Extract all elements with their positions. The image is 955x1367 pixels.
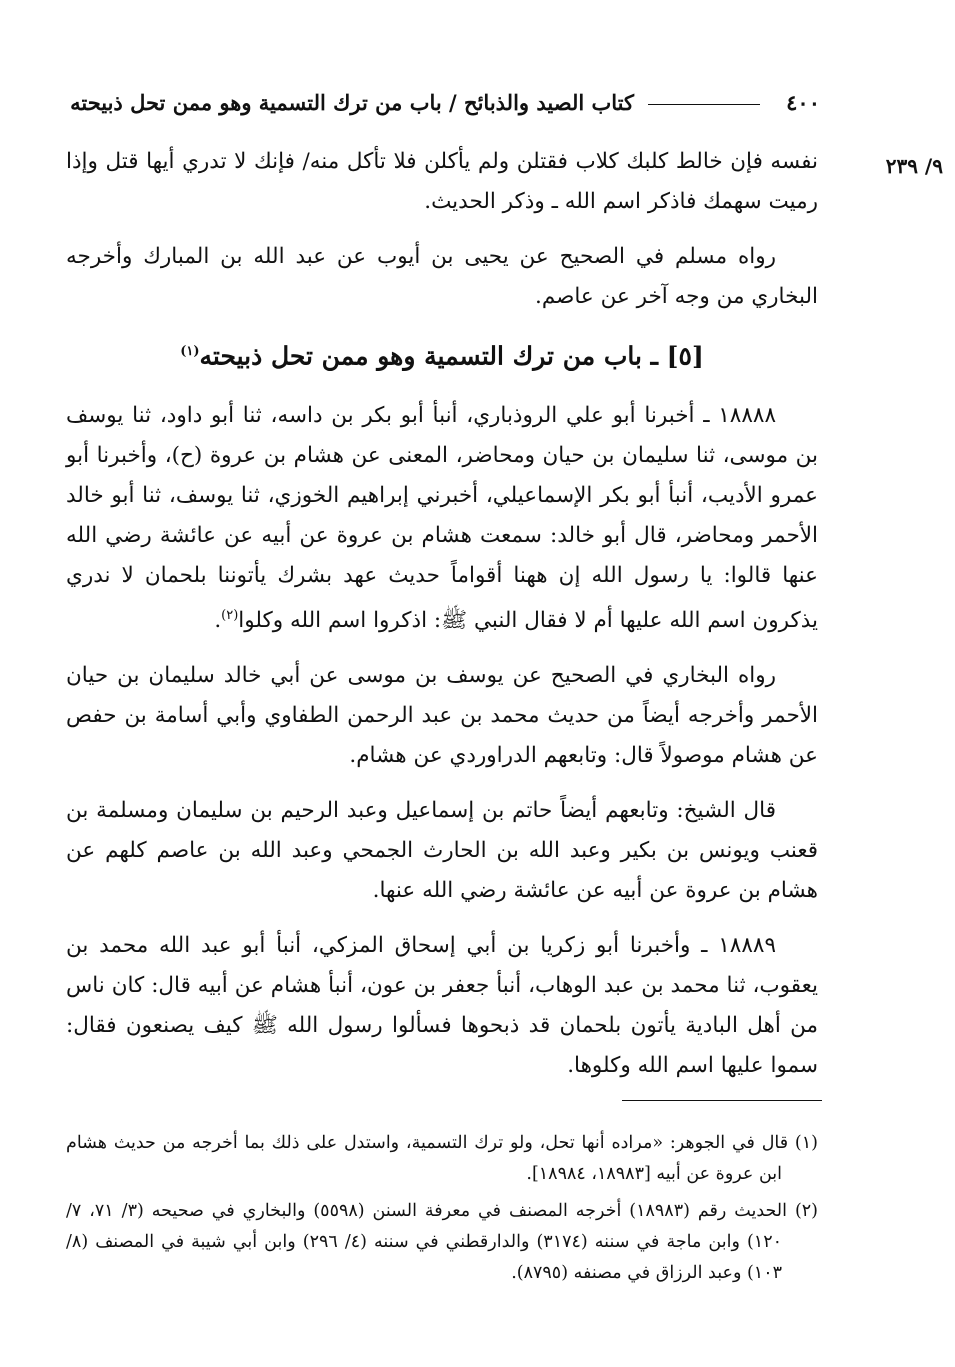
paragraph: رواه مسلم في الصحيح عن يحيى بن أيوب عن عبد الله بن المبارك وأخرجه البخاري من وجه آخر عن عاصم.	[66, 244, 818, 309]
margin-reference: ٩/ ٢٣٩	[885, 154, 943, 178]
header-dash-rule	[648, 104, 760, 105]
hadith-paragraph: ١٨٨٨٩ ـ وأخبرنا أبو زكريا بن أبي إسحاق المزكي، أنبأ أبو عبد الله محمد بن يعقوب، ثنا محمد بن عبد الوهاب، أنبأ جعفر بن عون، أنبأ هشام عن أبيه قال: كان ناس من أهل البادية يأتون بلحمان قد ذبحوها فسألوا رسول الله ﷺ كيف يصنعون فقال: سموا عليها اسم الله وكلوها.	[66, 933, 818, 1079]
paragraph: نفسه فإن خالط كلبك كلاب فقتلن ولم يأكلن فلا تأكل منه/ فإنك لا تدري أيها قتل وإذا رميت سهمك فاذكر اسم الله ـ وذكر الحديث.	[66, 149, 818, 214]
footnote: (١) قال في الجوهر: «مراده أنها تحل، ولو ترك التسمية، واستدل على ذلك بما أخرجه من حديث هشام ابن عروة عن أبيه [١٨٩٨٣، ١٨٩٨٤].	[66, 1133, 818, 1184]
paragraph: قال الشيخ: وتابعهم أيضاً حاتم بن إسماعيل وعبد الرحيم بن سليمان ومسلمة بن قعنب ويونس بن بكير وعبد الله بن الحارث الجمحي وعبد الله بن عاصم كلهم عن هشام بن عروة عن أبيه عن عائشة رضي الله عنها.	[66, 798, 818, 904]
footnote-marker: (١)	[180, 344, 200, 359]
running-title: كتاب الصيد والذبائح / باب من ترك التسمية وهو ممن تحل ذبيحته	[70, 90, 634, 115]
page-number: ٤٠٠	[786, 90, 820, 115]
hadith-end: .	[214, 608, 222, 634]
footnote: (٢) الحديث رقم (١٨٩٨٣) أخرجه المصنف في معرفة السنن (٥٥٩٨) والبخاري في صحيحه (٣/ ٧١، ٧/ ١٢٠) وابن ماجة في سننه (٣١٧٤) والدارقطني في سننه (٤/ ٢٩٦) وابن أبي شيبة في المصنف (٨/ ١٠٣) وعبد الرزاق في مصنفه (٨٧٩٥).	[66, 1201, 818, 1283]
paragraph: رواه البخاري في الصحيح عن يوسف بن موسى عن أبي خالد سليمان بن حيان الأحمر وأخرجه أيضاً من حديث محمد بن عبد الرحمن الطفاوي وأبي أسامة بن حفص عن هشام موصولاً قال: وتابعهم الدراوردي عن هشام.	[66, 663, 818, 769]
hadith-text: ١٨٨٨٨ ـ أخبرنا أبو علي الروذباري، أنبأ أبو بكر بن داسه، ثنا أبو داود، ثنا يوسف بن موسى، ثنا سليمان بن حيان ومحاضر، المعنى عن هشام بن عروة (ح)، وأخبرنا أبو عمرو الأديب، أنبأ أبو بكر الإسماعيلي، أخبرني إبراهيم الخوزي، ثنا يوسف، ثنا أبو خالد الأحمر ومحاضر، قال أبو خالد: سمعت هشام بن عروة عن أبيه عن عائشة رضي الله عنها قالوا: يا رسول الله إن ههنا أقواماً حديث عهد بشرك يأتوننا بلحمان لا ندري يذكرون اسم الله عليها أم لا فقال النبي ﷺ: اذكروا اسم الله وكلوا	[66, 403, 818, 634]
footnotes	[66, 1128, 818, 1295]
section-heading	[66, 332, 818, 376]
main-text	[66, 142, 818, 1101]
running-header	[62, 82, 820, 126]
footnote-separator	[622, 1100, 822, 1101]
section-heading-text: [٥] ـ باب من ترك التسمية وهو ممن تحل ذبيحته	[199, 341, 704, 371]
hadith-paragraph	[66, 396, 818, 641]
footnote-marker: (٢)	[221, 608, 239, 624]
